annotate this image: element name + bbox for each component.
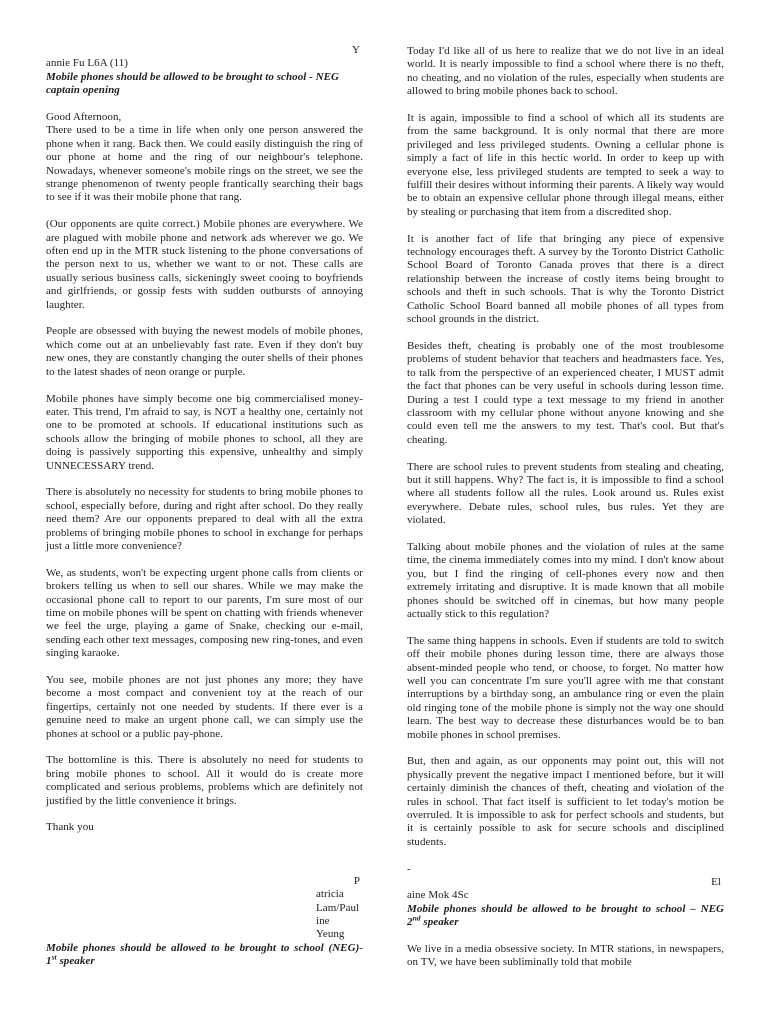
closing-line: Thank you — [46, 821, 94, 834]
dash-line: - — [407, 862, 411, 875]
right-paragraph-8: But, then and again, as our opponents may point out, this will not physically prevent the negative impact I mentioned before, but it will certainly diminish the chances of theft, cheating and violation of the rules in school. That fact itself is sufficient to let today's motion be overruled. It is impossible to ask for perfect schools and students, but it is certainly possible to ask for secure schools and disciplined students. — [407, 755, 724, 848]
right-footer-title-line1: Mobile phones should be allowed to be brought to school – NEG — [407, 902, 724, 915]
signature-name-right: aine Mok 4Sc — [407, 889, 469, 902]
left-footer-title — [46, 942, 363, 969]
left-doc-title — [46, 71, 363, 98]
left-doc-title-line1: Mobile phones should be allowed to be brought to school - NEG — [46, 70, 340, 83]
left-paragraph-5: There is absolutely no necessity for students to bring mobile phones to school, especially before, during and right after school. Do they really need them? Are our opponents prepared to deal with all the extra problems of bringing mobile phones to school in exchange for perhaps just a little more convenience? — [46, 486, 363, 552]
right-paragraph-1: Today I'd like all of us here to realize that we do not live in an ideal world. It is nearly impossible to find a school where there is no theft, no cheating, and no violation of the rules, especially when students are allowed to bring mobile phones back to school. — [407, 45, 724, 98]
left-paragraph-3: People are obsessed with buying the newest models of mobile phones, which come out at an unbelievably fast rate. Even if they don't buy new ones, they are constantly changing the outer shells of their phones to the latest shades of neon orange or purple. — [46, 325, 363, 378]
right-paragraph-3: It is another fact of life that bringing any piece of expensive technology encourages theft. A survey by the Toronto District Catholic School Board of Toronto Canada proves that there is a direct relationship between the increase of costly items being brought to schools and theft in such schools. That is why the Toronto District Catholic School Board banned all mobile phones of all types from school grounds in the district. — [407, 232, 724, 326]
signature-name-line: Lam/Paul — [316, 901, 360, 914]
right-paragraph-6: Talking about mobile phones and the violation of rules at the same time, the cinema immediately comes into my mind. I don't know about you, but I find the ringing of cell-phones every now and then extremely irritating and disruptive. It is made known that all mobile phones should be switched off in cinemas, but how many people actually stick to this regulation? — [407, 540, 724, 620]
right-column — [407, 45, 724, 970]
left-paragraph-8: The bottomline is this. There is absolutely no need for students to bring mobile phones to school. All it would do is create more complicated and serious problems, problems which are definitely not justified by the little convenience it brings. — [46, 754, 363, 807]
right-footer-title — [407, 903, 724, 930]
right-opening-paragraph: We live in a media obsessive society. In MTR stations, in newspapers, on TV, we have been subliminally told that mobile — [407, 943, 724, 969]
right-paragraph-2: It is again, impossible to find a school of which all its students are from the same background. It is only normal that there are more privileged and less privileged students. Owning a cellular phone is simply a fact of life in this hectic world. In order to keep up with everyone else, less privileged students are tempted to seek a way to fulfill their desires without informing their parents. A likely way would be to obtain an expensive cellular phone through illegal means, either by stealing or purchasing that item from a discredited shop. — [407, 112, 724, 218]
signature-name-line: ine — [316, 915, 330, 928]
ordinal-number: 1 — [46, 955, 52, 968]
salutation: Good Afternoon, — [46, 111, 122, 124]
author-initial: Y — [352, 44, 360, 56]
ordinal-number: 2 — [407, 916, 413, 929]
ordinal-suffix: nd — [412, 913, 421, 923]
ordinal-suffix: st — [51, 952, 57, 962]
author-line: annie Fu L6A (11) — [46, 57, 129, 70]
signature-name-left — [316, 888, 363, 942]
right-paragraph-4: Besides theft, cheating is probably one of the most troublesome problems of student behavior that teachers and headmasters face. Yes, to talk from the perspective of an experienced cheater, I MUST admit the fact that phones can be very useful in schools during lesson time. During a test I could type a text message to my friend in another classroom with my cellular phone without anyone knowing and she could even tell me the answers to my test. That's cool. But that's cheating. — [407, 339, 724, 446]
left-footer-title-line1: Mobile phones should be allowed to be brought to school (NEG)- — [46, 941, 363, 954]
signature-initial-right: El — [711, 876, 721, 889]
left-footer-title-line2 — [46, 952, 363, 968]
signature-name-line: Yeung — [316, 928, 345, 941]
left-paragraph-6: We, as students, won't be expecting urgent phone calls from clients or brokers telling us when to sell our shares. While we may make the occasional phone call to report to our parents, I'm sure most of our time on mobile phones will be spent on chatting with friends whenever we feel the urge, playing a game of Snake, checking our e-mail, sending each other text messages, composing new ring-tones, and even singing karaoke. — [46, 566, 363, 660]
left-paragraph-4: Mobile phones have simply become one big commercialised money-eater. This trend, I'm afraid to say, is NOT a healthy one, certainly not one to be promoted at schools. If educational institutions such as schools allow the bringing of mobile phones to school, all they are doing is passively supporting this expensive, unhealthy and simply UNNECESSARY trend. — [46, 392, 363, 472]
signature-name-line: atricia — [316, 888, 344, 901]
right-paragraph-7: The same thing happens in schools. Even if students are told to switch off their mobile phones during lesson time, there are always those absent-minded people who tend, or choose, to forget. No matter how well you can concentrate I'm sure you'll agree with me that constant interruptions by a birthday song, an ambulance ring or even the plain old ringing tone of the mobile phone is simply not the way one should learn. The best way to decrease these disturbances would be to ban mobile phones in school premises. — [407, 634, 724, 741]
left-paragraph-7: You see, mobile phones are not just phones any more; they have become a most compact and convenient toy at the reach of our fingertips, certainly not one needed by students. If there ever is a genuine need to make an urgent phone call, we can simply use the phones at school or a public pay-phone. — [46, 673, 363, 740]
signature-block-left — [46, 875, 363, 942]
right-footer-title-line2 — [407, 913, 724, 929]
left-paragraph-1: There used to be a time in life when only one person answered the phone when it rang. Back then. We could easily distinguish the ring of our phone at home and the ring of our neighbour's telephone. Nowadays, whenever someone's mobile rings on the street, we see the strange phenomenon of twenty people frantically searching their bags to see if it was their mobile phone that rang. — [46, 124, 363, 204]
right-paragraph-5: There are school rules to prevent students from stealing and cheating, but it still happens. Why? The fact is, it is impossible to find a school where all students follow all the rules. Look around us. Rules exist everywhere. Debate rules, school rules, bus rules. Yet they are violated. — [407, 460, 724, 527]
ordinal-rest: speaker — [56, 955, 95, 968]
ordinal-rest: speaker — [420, 916, 459, 929]
left-doc-title-line2: captain opening — [46, 84, 120, 97]
signature-initial-left: P — [353, 874, 360, 887]
left-paragraph-2: (Our opponents are quite correct.) Mobile phones are everywhere. We are plagued with mobile phone and network ads wherever we go. We often end up in the MTR stuck listening to the phone conversations of the person next to us, whether we want to or not. These calls are usually serious business calls, sickeningly sweet cooing to boyfriends and girlfriends, or gossip fests with sudden outbursts of annoying laughter. — [46, 218, 363, 311]
left-column — [46, 44, 363, 969]
